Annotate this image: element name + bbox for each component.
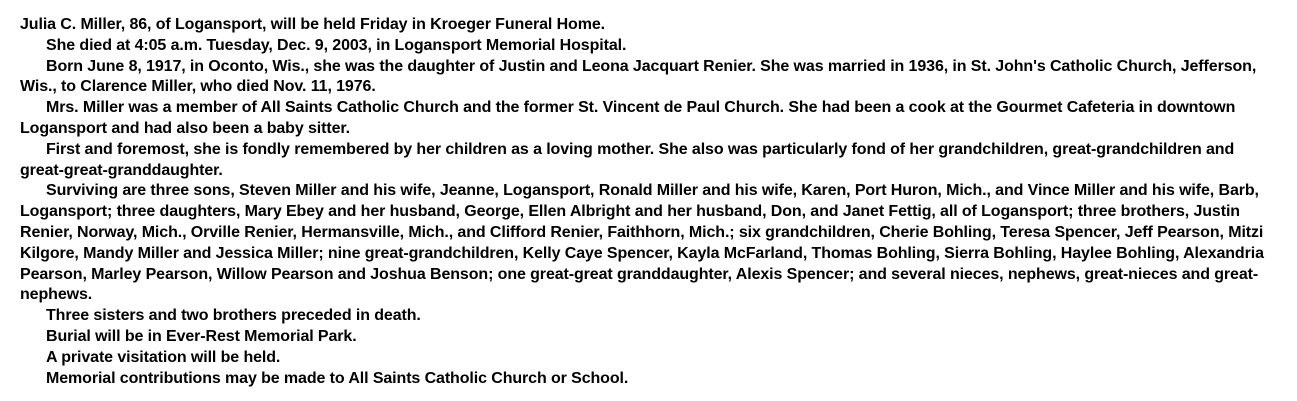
death-details-paragraph: She died at 4:05 a.m. Tuesday, Dec. 9, 2003, in Logansport Memorial Hospital. — [46, 36, 627, 54]
church-work-paragraph: Mrs. Miller was a member of All Saints Catholic Church and the former St. Vincent de Paul Church. She had been a cook at the Gourmet Cafeteria in downtown Logansport and had also been a baby sitter. — [20, 99, 1236, 137]
birth-marriage-paragraph: Born June 8, 1917, in Oconto, Wis., she was the daughter of Justin and Leona Jacquart Renier. She was married in 1936, in St. John's Catholic Church, Jefferson, Wis., to Clarence Miller, who died Nov. 11, 1976. — [20, 57, 1257, 96]
visitation-paragraph: A private visitation will be held. — [46, 348, 281, 366]
remembrance-paragraph: First and foremost, she is fondly remembered by her children as a loving mother. She also was particularly fond of her grandchildren, great-grandchildren and great-great-granddaughter. — [20, 140, 1235, 179]
obituary-lead-paragraph: Julia C. Miller, 86, of Logansport, will be held Friday in Kroeger Funeral Home. — [20, 16, 606, 33]
burial-paragraph: Burial will be in Ever-Rest Memorial Park. — [46, 327, 357, 345]
obituary-document — [20, 15, 1282, 389]
memorial-contributions-paragraph: Memorial contributions may be made to All Saints Catholic Church or School. — [46, 369, 629, 387]
survivors-paragraph: Surviving are three sons, Steven Miller and his wife, Jeanne, Logansport, Ronald Miller and his wife, Karen, Port Huron, Mich., and Vince Miller and his wife, Barb, Logansport; three daughters, Mary Ebey and her husband, George, Ellen Albright and her husband, Don, and Janet Fettig, all of Logansport; three brothers, Justin Renier, Norway, Mich., Orville Renier, Hermansville, Mich., and Clifford Renier, Faithhorn, Mich.; six grandchildren, Cherie Bohling, Teresa Spencer, Jeff Pearson, Mitzi Kilgore, Mandy Miller and Jessica Miller; nine great-grandchildren, Kelly Caye Spencer, Kayla McFarland, Thomas Bohling, Sierra Bohling, Haylee Bohling, Alexandria Pearson, Marley Pearson, Willow Pearson and Joshua Benson; one great-great granddaughter, Alexis Spencer; and several nieces, nephews, great-nieces and great-nephews. — [20, 182, 1264, 304]
preceded-in-death-paragraph: Three sisters and two brothers preceded in death. — [46, 307, 421, 325]
